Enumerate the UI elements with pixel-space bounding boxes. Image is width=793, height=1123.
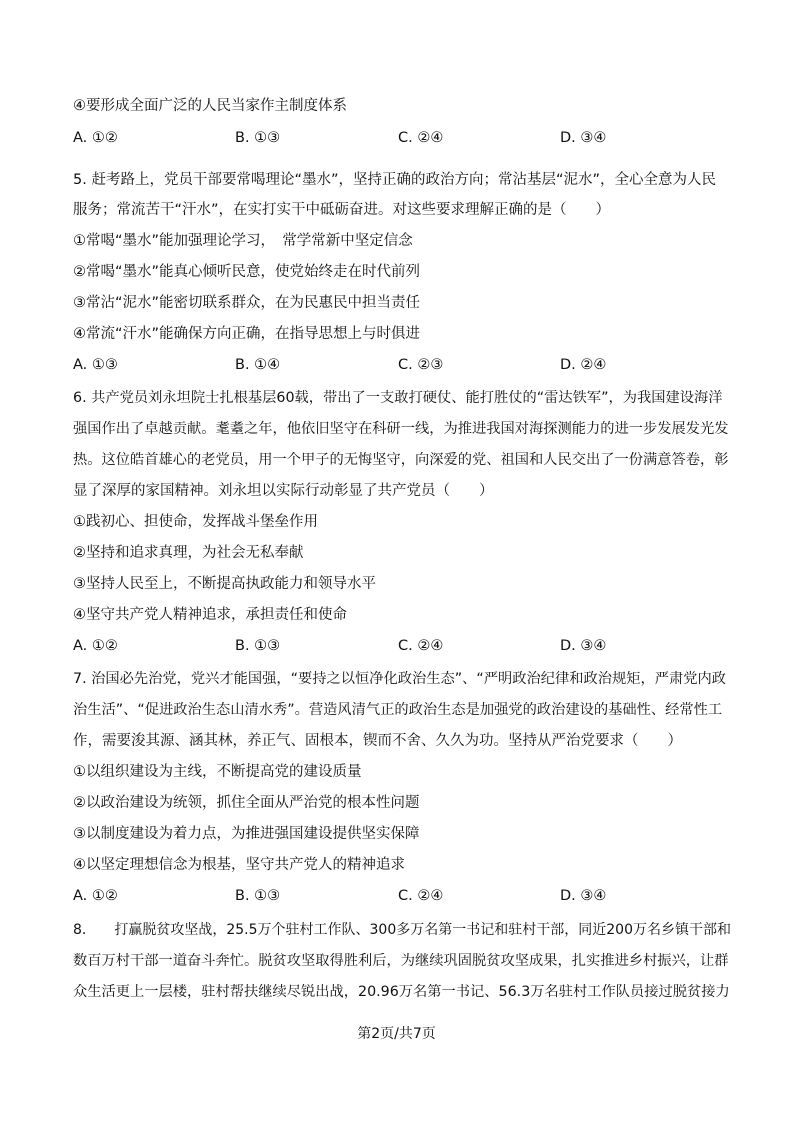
q8-stem: 数百万村干部一道奋斗奔忙。脱贫攻坚取得胜利后，为继续巩固脱贫攻坚成果，扎实推进乡村振兴，让群	[73, 953, 729, 969]
q5-options	[73, 355, 733, 375]
q6-item-1: ①践初心、担使命，发挥战斗堡垒作用	[73, 514, 318, 530]
q6-item-2: ②坚持和追求真理，为社会无私奉献	[73, 545, 304, 561]
q5-item-4: ④常流“汗水”能确保方向正确，在指导思想上与时俱进	[73, 326, 421, 342]
option-c: C. ②④	[398, 888, 444, 904]
option-b: B. ①③	[235, 130, 281, 146]
option-d: D. ③④	[560, 638, 607, 654]
q6-stem: 热。这位皓首雄心的老党员，用一个甲子的无悔坚守，向深爱的党、祖国和人民交出了一份满意答卷，彰	[73, 452, 729, 468]
q7-stem: 治生活”、“促进政治生态山清水秀”。营造风清气正的政治生态是加强党的政治建设的基础性、经常性工	[73, 702, 723, 718]
q5-item-2: ②常喝“墨水”能真心倾听民意，使党始终走在时代前列	[73, 264, 421, 280]
q7-stem: 7. 治国必先治党，党兴才能国强，“要持之以恒净化政治生态”、“严明政治纪律和政治规矩，严肃党内政	[73, 671, 727, 687]
q6-stem: 6. 共产党员刘永坦院士扎根基层60载，带出了一支敢打硬仗、能打胜仗的“雷达铁军”，为我国建设海洋	[73, 390, 723, 406]
q6-options	[73, 636, 733, 656]
q7-item-3: ③以制度建设为着力点，为推进强国建设提供坚实保障	[73, 826, 420, 842]
q7-item-4: ④以坚定理想信念为根基，坚守共产党人的精神追求	[73, 857, 405, 873]
q5-stem: 服务；常流苦干“汗水”，在实打实干中砥砺奋进。对这些要求理解正确的是（ ）	[73, 202, 611, 218]
q5-stem: 5. 赶考路上，党员干部要常喝理论“墨水”，坚持正确的政治方向；常沾基层“泥水”，全心全意为人民	[73, 172, 716, 188]
option-a: A. ①②	[73, 638, 118, 654]
q7-stem: 作，需要浚其源、涵其林，养正气、固根本，锲而不舍、久久为功。坚持从严治党要求（ ）	[73, 733, 682, 749]
option-b: B. ①③	[235, 888, 281, 904]
q7-item-1: ①以组织建设为主线，不断提高党的建设质量	[73, 764, 362, 780]
option-d: D. ③④	[560, 888, 607, 904]
q6-stem: 强国作出了卓越贡献。耄耋之年，他依旧坚守在科研一线，为推进我国对海探测能力的进一步发展发光发	[73, 421, 729, 437]
q6-item-4: ④坚守共产党人精神追求，承担责任和使命	[73, 607, 347, 623]
q7-item-2: ②以政治建设为统领，抓住全面从严治党的根本性问题	[73, 795, 420, 811]
option-a: A. ①②	[73, 130, 118, 146]
q4-item-4: ④要形成全面广泛的人民当家作主制度体系	[73, 98, 347, 114]
q6-stem: 显了深厚的家国精神。刘永坦以实际行动彰显了共产党员（ ）	[73, 483, 494, 499]
page-number: 第2页/共7页	[357, 1026, 436, 1042]
q4-options	[73, 128, 733, 148]
q7-options	[73, 886, 733, 906]
option-d: D. ③④	[560, 130, 607, 146]
q5-item-3: ③常沾“泥水”能密切联系群众，在为民惠民中担当责任	[73, 295, 421, 311]
option-c: C. ②④	[398, 638, 444, 654]
option-c: C. ②③	[398, 357, 444, 373]
q8-stem: 8. 打赢脱贫攻坚战，25.5万个驻村工作队、300多万名第一书记和驻村干部，同近200万名乡镇干部和	[73, 922, 731, 938]
q8-stem: 众生活更上一层楼，驻村帮扶继续尽锐出战，20.96万名第一书记、56.3万名驻村工作队员接过脱贫接力	[73, 984, 730, 1000]
q6-item-3: ③坚持人民至上，不断提高执政能力和领导水平	[73, 576, 376, 592]
option-a: A. ①③	[73, 357, 118, 373]
q5-item-1: ①常喝“墨水”能加强理论学习， 常学常新中坚定信念	[73, 233, 413, 249]
option-b: B. ①④	[235, 357, 281, 373]
option-b: B. ①③	[235, 638, 281, 654]
option-d: D. ②④	[560, 357, 607, 373]
option-a: A. ①②	[73, 888, 118, 904]
option-c: C. ②④	[398, 130, 444, 146]
